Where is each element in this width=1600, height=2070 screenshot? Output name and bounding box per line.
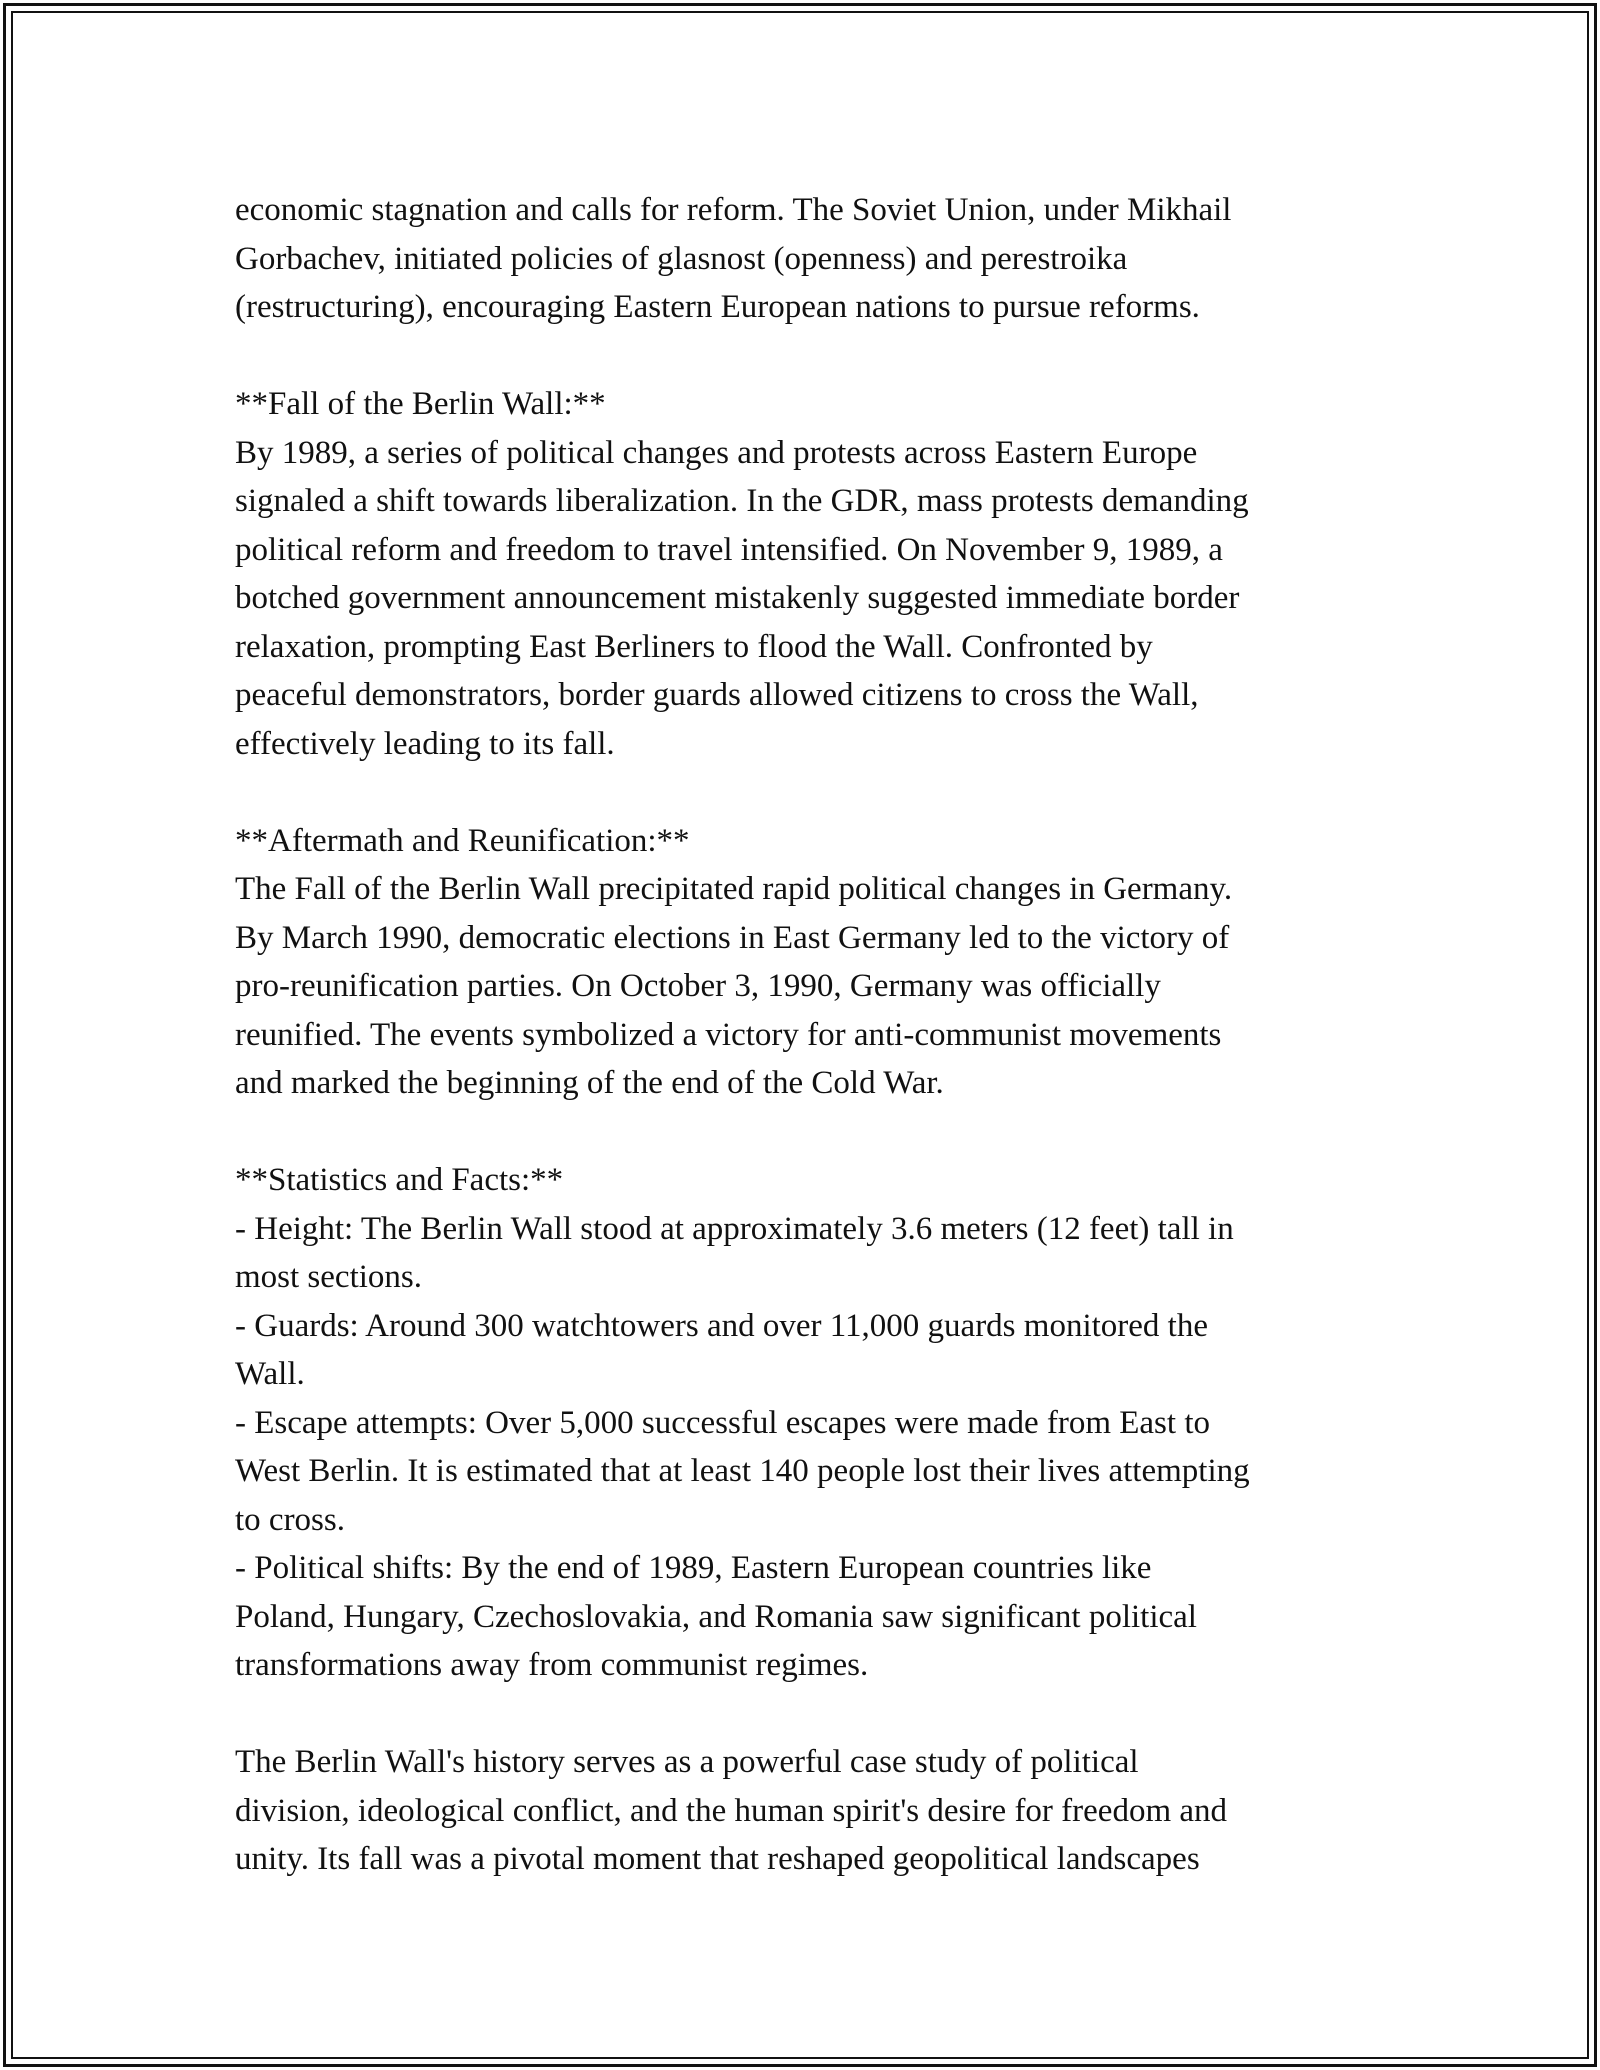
text-line: and marked the beginning of the end of the Cold War.	[235, 1065, 944, 1101]
paragraph-gap	[235, 1108, 1375, 1157]
list-item: - Guards: Around 300 watchtowers and over 11,000 guards monitored the	[235, 1307, 1208, 1344]
text-line: signaled a shift towards liberalization. In the GDR, mass protests demanding	[235, 483, 1249, 519]
section-heading: **Fall of the Berlin Wall:**	[235, 386, 606, 422]
text-line: Poland, Hungary, Czechoslovakia, and Romania saw significant political	[235, 1598, 1197, 1635]
list-item: - Height: The Berlin Wall stood at approximately 3.6 meters (12 feet) tall in	[235, 1210, 1234, 1247]
text-line: Wall.	[235, 1356, 305, 1392]
paragraph-statistics	[235, 1156, 1375, 1690]
paragraph-fall-of-wall	[235, 380, 1375, 768]
document-body	[235, 186, 1375, 1884]
text-line: peaceful demonstrators, border guards allowed citizens to cross the Wall,	[235, 677, 1199, 713]
text-line: transformations away from communist regimes.	[235, 1647, 869, 1683]
section-heading: **Statistics and Facts:**	[235, 1162, 564, 1198]
text-line: division, ideological conflict, and the human spirit's desire for freedom and	[235, 1792, 1228, 1829]
paragraph-conclusion	[235, 1738, 1375, 1884]
text-line: Gorbachev, initiated policies of glasnost (openness) and perestroika	[235, 240, 1128, 277]
list-item: - Political shifts: By the end of 1989, Eastern European countries like	[235, 1550, 1152, 1586]
text-line: pro-reunification parties. On October 3, 1990, Germany was officially	[235, 968, 1161, 1004]
paragraph-gap	[235, 1690, 1375, 1739]
paragraph-gap	[235, 768, 1375, 817]
text-line: political reform and freedom to travel intensified. On November 9, 1989, a	[235, 531, 1223, 568]
list-item: - Escape attempts: Over 5,000 successful escapes were made from East to	[235, 1404, 1210, 1441]
text-line: to cross.	[235, 1501, 345, 1538]
text-line: By March 1990, democratic elections in East Germany led to the victory of	[235, 919, 1230, 956]
text-line: most sections.	[235, 1259, 422, 1295]
text-line: relaxation, prompting East Berliners to flood the Wall. Confronted by	[235, 628, 1153, 665]
text-line: reunified. The events symbolized a victory for anti-communist movements	[235, 1016, 1222, 1053]
text-line: The Fall of the Berlin Wall precipitated rapid political changes in Germany.	[235, 871, 1233, 907]
text-line: West Berlin. It is estimated that at least 140 people lost their lives attempting	[235, 1453, 1250, 1489]
text-line: (restructuring), encouraging Eastern European nations to pursue reforms.	[235, 289, 1200, 325]
text-line: effectively leading to its fall.	[235, 725, 615, 762]
text-line: The Berlin Wall's history serves as a powerful case study of political	[235, 1744, 1139, 1780]
section-heading: **Aftermath and Reunification:**	[235, 822, 690, 859]
paragraph-aftermath	[235, 817, 1375, 1108]
text-line: economic stagnation and calls for reform. The Soviet Union, under Mikhail	[235, 192, 1232, 228]
paragraph-gap	[235, 332, 1375, 381]
paragraph-reform-context	[235, 186, 1375, 332]
text-line: By 1989, a series of political changes and protests across Eastern Europe	[235, 434, 1198, 471]
text-line: botched government announcement mistakenly suggested immediate border	[235, 580, 1240, 616]
text-line: unity. Its fall was a pivotal moment that reshaped geopolitical landscapes	[235, 1841, 1200, 1877]
